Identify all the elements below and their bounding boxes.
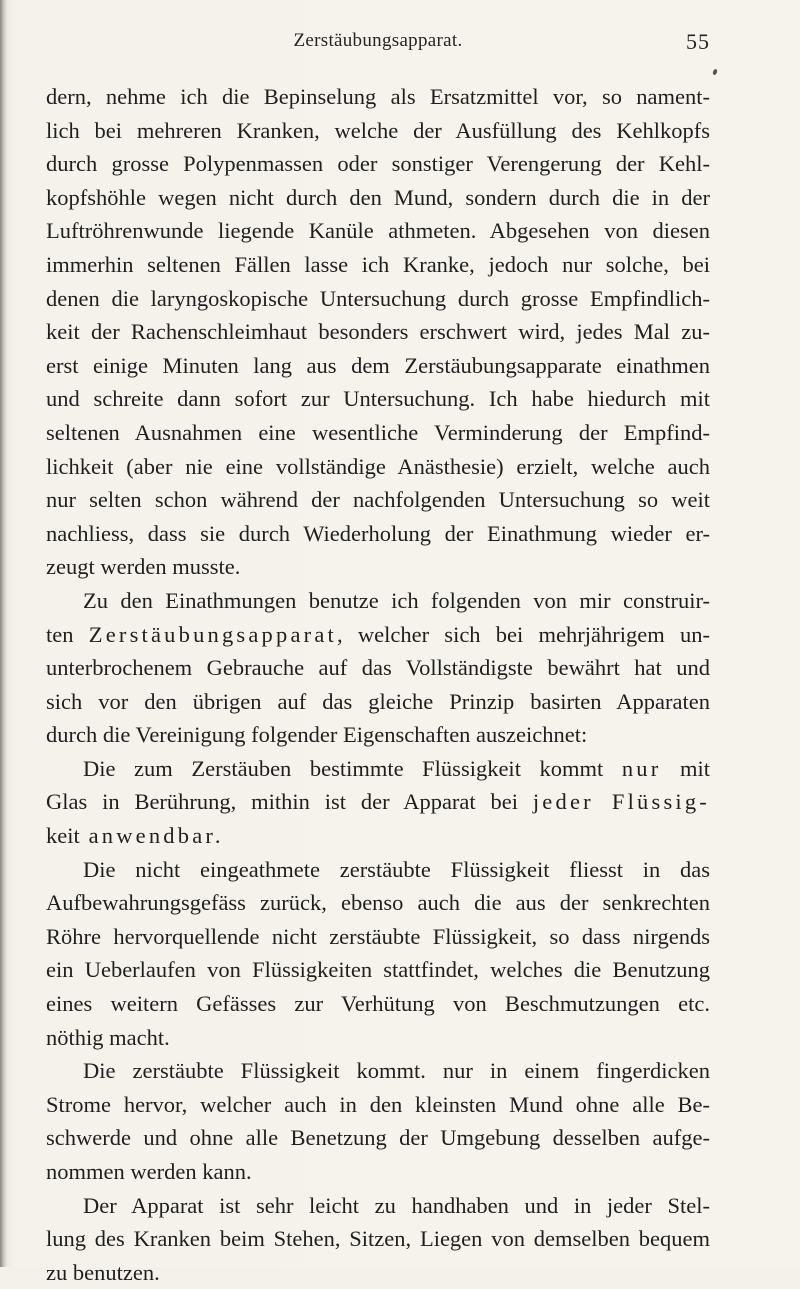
- ink-speck: [712, 68, 718, 75]
- text-line: [46, 1189, 710, 1223]
- text-segment: lichkeit (aber nie eine vollständige Anästhesie) erzielt, welche auch: [46, 453, 710, 479]
- text-segment: erst einige Minuten lang aus dem Zerstäubungsapparate einathmen: [46, 352, 710, 378]
- text-line: [46, 181, 710, 215]
- text-segment: und schreite dann sofort zur Untersuchung. Ich habe hiedurch mit: [46, 386, 710, 412]
- text-line: [46, 315, 710, 349]
- text-line: [46, 1121, 710, 1155]
- text-segment: durch die Vereinigung folgender Eigenschaften auszeichnet:: [46, 722, 588, 748]
- text-segment: nur selten schon während der nachfolgenden Untersuchung so weit: [46, 487, 710, 513]
- spaced-emphasis: Zerstäubungsapparat: [88, 621, 337, 647]
- page-number: 55: [686, 29, 710, 54]
- text-line: [46, 1054, 710, 1088]
- text-segment: nöthig macht.: [46, 1024, 170, 1050]
- text-line: [46, 718, 710, 752]
- text-segment: nommen werden kann.: [46, 1159, 252, 1184]
- text-segment: lung des Kranken beim Stehen, Sitzen, Liegen von demselben bequem: [46, 1226, 710, 1252]
- text-segment: seltenen Ausnahmen eine wesentliche Verminderung der Empfind-: [46, 419, 710, 445]
- spaced-emphasis: jeder Flüssig-: [532, 789, 710, 815]
- text-line: [46, 584, 710, 618]
- text-line: [46, 349, 710, 383]
- text-line: [46, 517, 710, 551]
- text-segment: Die zum Zerstäuben bestimmte Flüssigkeit kommt: [83, 755, 622, 781]
- running-title: Zerstäubungsapparat.: [293, 30, 463, 51]
- body-text: [46, 80, 710, 1289]
- text-segment: keit: [46, 823, 80, 849]
- running-head: [46, 30, 710, 56]
- text-segment: Die nicht eingeathmete zerstäubte Flüssigkeit fliesst in das: [83, 856, 710, 882]
- text-line: [46, 1088, 710, 1122]
- text-line: [46, 685, 710, 719]
- paragraph: [46, 80, 710, 584]
- text-line: [46, 416, 710, 450]
- text-segment: Luftröhrenwunde liegende Kanüle athmeten. Abgesehen von diesen: [46, 218, 710, 244]
- text-segment: nachliess, dass sie durch Wiederholung der Einathmung wieder er-: [46, 520, 710, 546]
- text-segment: Die zerstäubte Flüssigkeit kommt. nur in einem fingerdicken: [83, 1058, 710, 1084]
- text-segment: Zu den Einathmungen benutze ich folgenden von mir construir-: [83, 587, 710, 613]
- text-segment: Glas in Berührung, mithin ist der Apparat bei: [46, 789, 533, 815]
- text-line: [46, 248, 710, 282]
- text-segment: Der Apparat ist sehr leicht zu handhaben und in jeder Stel-: [83, 1192, 710, 1218]
- text-segment: unterbrochenem Gebrauche auf das Vollständigste bewährt hat und: [46, 655, 710, 681]
- text-segment: Röhre hervorquellende nicht zerstäubte Flüssigkeit, so dass nirgends: [46, 923, 710, 949]
- text-line: [46, 819, 710, 853]
- spaced-emphasis: nur: [621, 755, 662, 781]
- text-segment: denen die laryngoskopische Untersuchung durch grosse Empfindlich-: [46, 285, 710, 311]
- text-segment: sich vor den übrigen auf das gleiche Prinzip basirten Apparaten: [46, 688, 710, 714]
- text-line: [46, 214, 710, 248]
- text-line: [46, 450, 710, 484]
- text-segment: ein Ueberlaufen von Flüssigkeiten stattfindet, welches die Benutzung: [46, 957, 710, 983]
- text-line: [46, 752, 710, 786]
- text-segment: zeugt werden musste.: [46, 554, 241, 580]
- text-line: [46, 953, 710, 987]
- text-segment: mit: [661, 755, 710, 781]
- text-line: [46, 550, 710, 584]
- paragraph: [46, 853, 710, 1055]
- text-line: [46, 618, 710, 652]
- text-line: [46, 1021, 710, 1055]
- text-line: [46, 382, 710, 416]
- text-segment: zu benutzen.: [46, 1259, 160, 1285]
- text-line: [46, 1222, 710, 1256]
- text-line: [46, 282, 710, 316]
- text-segment: schwerde und ohne alle Benetzung der Umgebung desselben aufge-: [46, 1125, 710, 1151]
- text-line: [46, 920, 710, 954]
- text-segment: kopfshöhle wegen nicht durch den Mund, sondern durch die in der: [46, 184, 710, 210]
- text-segment: , welcher sich bei mehrjährigem un-: [336, 621, 710, 647]
- text-segment: dern, nehme ich die Bepinselung als Ersatzmittel vor, so nament-: [46, 84, 710, 109]
- paragraph: [46, 1054, 710, 1188]
- text-line: [46, 147, 710, 181]
- text-line: [46, 886, 710, 920]
- paragraph: [46, 1189, 710, 1289]
- text-segment: Strome hervor, welcher auch in den kleinsten Mund ohne alle Be-: [46, 1091, 710, 1117]
- paragraph: [46, 584, 710, 752]
- text-segment: eines weitern Gefässes zur Verhütung von Beschmutzungen etc.: [46, 991, 710, 1017]
- text-line: [46, 1155, 710, 1189]
- text-line: [46, 483, 710, 517]
- text-line: [46, 651, 710, 685]
- page-edge-shadow: [0, 0, 7, 1267]
- text-segment: durch grosse Polypenmassen oder sonstiger Verengerung der Kehl-: [46, 151, 710, 177]
- text-segment: ten: [46, 621, 89, 647]
- text-line: [46, 987, 710, 1021]
- text-line: [46, 80, 710, 114]
- text-line: [46, 853, 710, 887]
- paragraph: [46, 752, 710, 853]
- text-segment: keit der Rachenschleimhaut besonders erschwert wird, jedes Mal zu-: [46, 319, 710, 345]
- text-line: [46, 114, 710, 148]
- spaced-emphasis: anwendbar.: [79, 823, 224, 849]
- text-segment: lich bei mehreren Kranken, welche der Ausfüllung des Kehlkopfs: [46, 117, 710, 143]
- text-segment: Aufbewahrungsgefäss zurück, ebenso auch die aus der senkrechten: [46, 890, 710, 916]
- text-line: [46, 785, 710, 819]
- text-segment: immerhin seltenen Fällen lasse ich Kranke, jedoch nur solche, bei: [46, 251, 710, 277]
- text-line: [46, 1256, 710, 1289]
